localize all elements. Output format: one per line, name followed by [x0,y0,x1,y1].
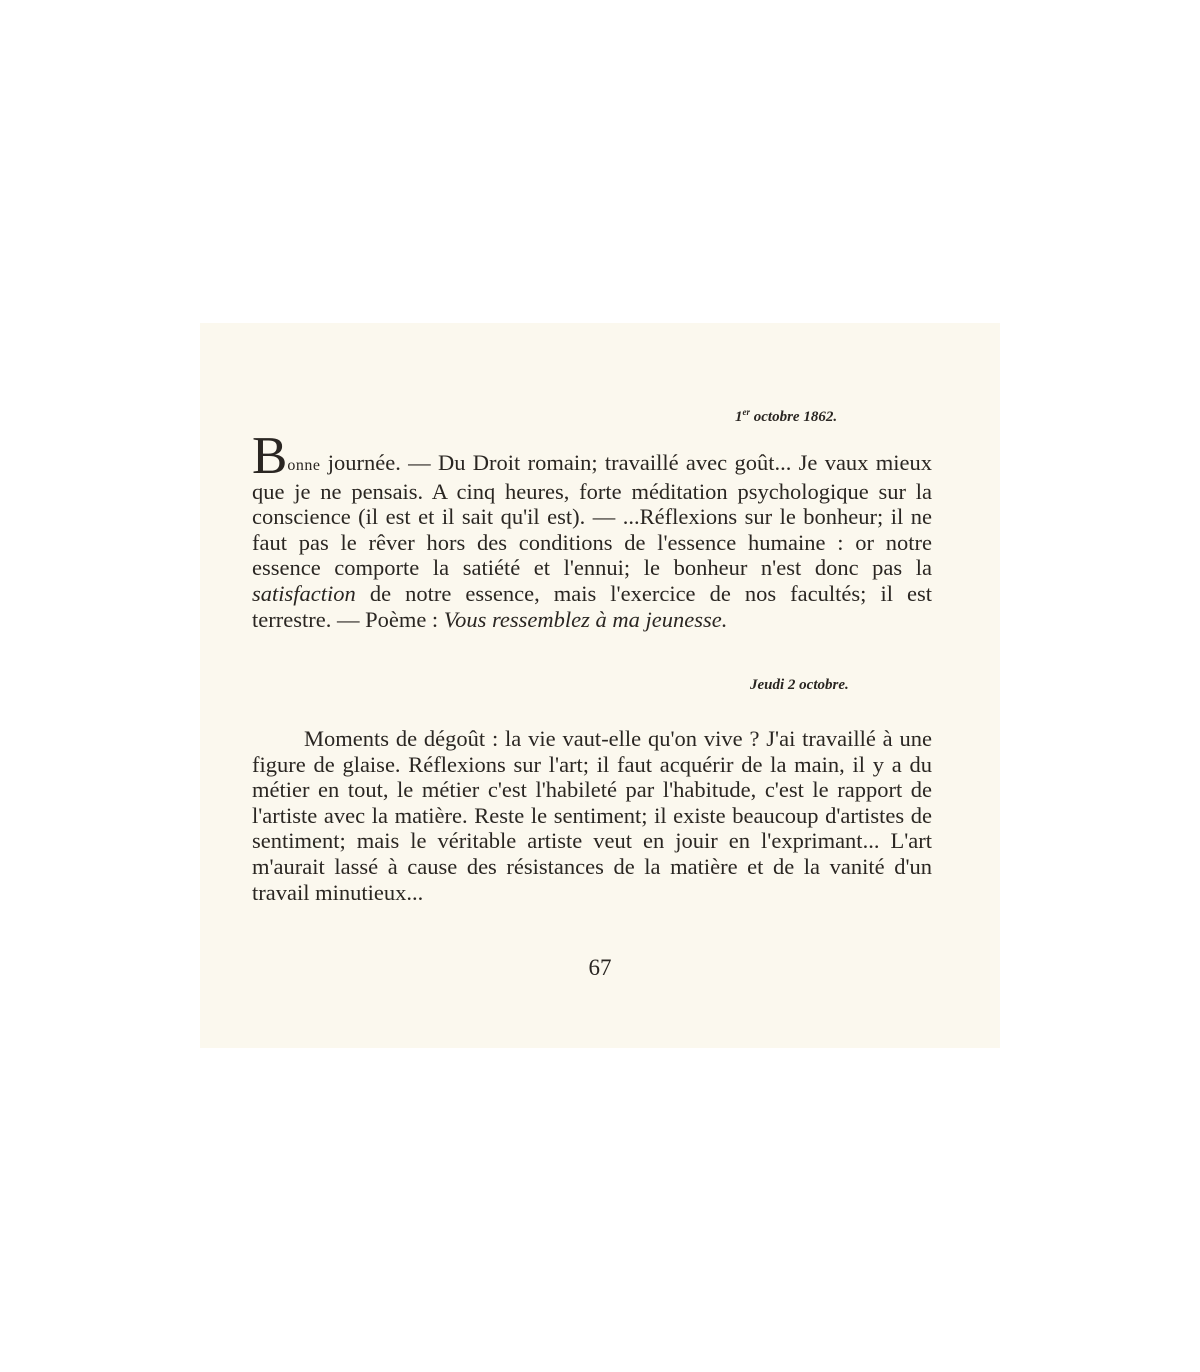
entry-text: Moments de dégoût : la vie vaut-elle qu'on vive ? J'ai travaillé à une figure de glaise. Réflexions sur l'art; il faut acquérir de la main, il y a du métier en tout, le métier c'est l'habileté par l'habitude, c'est le rapport de l'artiste avec la matière. Reste le sentiment; il existe beaucoup d'artistes de sentiment; mais le véritable artiste veut en jouir en l'exprimant... L'art m'aurait lassé à cause des résistances de la matière et de la vanité d'un travail minutieux... [252,726,932,905]
entry-date: Jeudi 2 octobre. [750,677,849,693]
book-page [200,323,1000,1048]
drop-cap: B [252,427,288,485]
journal-entry [252,726,932,905]
date-ordinal: er [742,407,750,417]
small-caps-word: onne [287,457,321,474]
entry-text: journée. — Du Droit romain; travaillé avec goût... Je vaux mieux que je ne pensais. A cinq heures, forte méditation psychologique sur la conscience (il est et il sait qu'il est). — ...Réflexions sur le bonheur; il ne faut pas le rêver hors des conditions de l'essence humaine : or notre essence comporte la satiété et l'ennui; le bonheur n'est donc pas la [252,450,932,581]
journal-entry [252,427,932,632]
entry-text: de notre essence, mais l'exercice de nos facultés; il est terrestre. — Poème : [252,580,932,632]
entry-date [735,409,837,426]
emphasis-text: satisfaction [252,580,356,606]
page-number: 67 [588,955,612,980]
date-day: 1 [735,409,743,425]
date-month-year: octobre 1862. [750,409,838,425]
poem-title: Vous ressemblez à ma jeunesse. [443,606,728,632]
